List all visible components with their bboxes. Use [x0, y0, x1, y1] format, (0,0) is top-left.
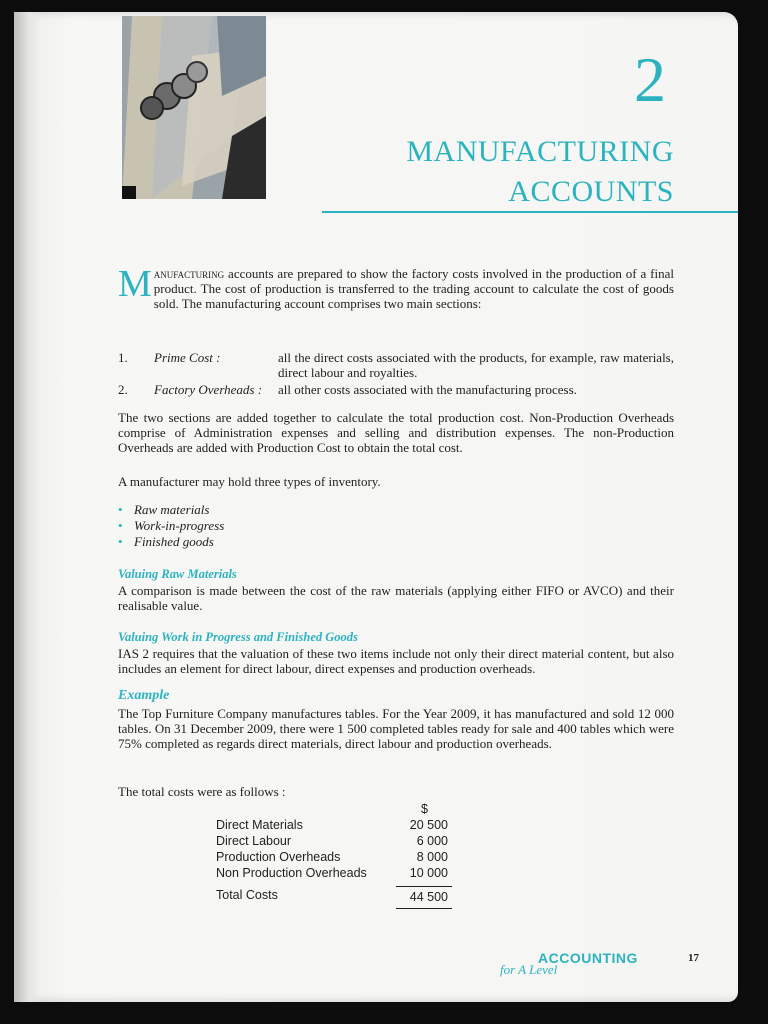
section-description: all other costs associated with the manufacturing process. — [278, 382, 577, 397]
costs-table — [216, 802, 456, 902]
valuing-wip-heading: Valuing Work in Progress and Finished Goods — [118, 630, 358, 644]
list-item-text: Work-in-progress — [134, 518, 225, 533]
intro-lead: anufacturing — [153, 266, 225, 281]
cost-value: 8 000 — [416, 850, 448, 864]
chapter-title-rule — [322, 211, 738, 213]
cost-value: 10 000 — [409, 866, 448, 880]
list-item-text: Finished goods — [134, 534, 214, 549]
example-text: The Top Furniture Company manufactures tables. For the Year 2009, it has manufactured and sold 12 000 tables. On 31 December 2009, there were 1 500 completed tables ready for sale and 400 tables which were 75% completed as regards direct materials, direct labour and production overheads. — [118, 706, 674, 751]
brand-name: ACCOUNTING — [538, 950, 638, 966]
drop-cap: M — [118, 263, 152, 305]
valuing-raw-text: A comparison is made between the cost of the raw materials (applying either FIFO or AVCO) and their realisable value. — [118, 583, 674, 613]
valuing-raw-heading: Valuing Raw Materials — [118, 567, 237, 581]
cost-label: Production Overheads — [216, 850, 341, 864]
chapter-title — [406, 132, 674, 212]
euro-banknotes-photo — [122, 16, 266, 199]
section-number: 1. — [118, 350, 128, 365]
cost-value: 20 500 — [409, 818, 448, 832]
brand-subtitle: for A Level — [500, 962, 558, 977]
table-row — [216, 866, 456, 882]
chapter-title-line1: MANUFACTURING — [406, 135, 674, 168]
chapter-title-line2: ACCOUNTS — [508, 175, 674, 208]
table-row — [216, 850, 456, 866]
list-item — [118, 502, 224, 518]
intro-text: accounts are prepared to show the factory costs involved in the production of a final product. The cost of production is transferred to the trading account to calculate the cost of goods sold. The manufacturing account comprises two main sections: — [153, 266, 674, 311]
valuing-wip-text: IAS 2 requires that the valuation of these two items include not only their direct material content, but also includes an element for direct labour, direct expenses and production overheads. — [118, 646, 674, 676]
intro-paragraph — [118, 263, 674, 311]
total-rule-bottom — [396, 908, 452, 909]
total-value: 44 500 — [409, 890, 448, 904]
cost-label: Non Production Overheads — [216, 866, 367, 880]
page-spine-shadow — [14, 12, 40, 1002]
table-row — [216, 818, 456, 834]
inventory-list — [118, 502, 224, 550]
table-row — [216, 834, 456, 850]
list-item-text: Raw materials — [134, 502, 210, 517]
footer-brand — [500, 950, 638, 978]
table-row-total — [216, 882, 456, 902]
costs-currency-row — [216, 802, 456, 818]
page-number: 17 — [688, 952, 699, 964]
currency-symbol: $ — [421, 802, 428, 816]
section-term: Prime Cost : — [154, 350, 221, 365]
cost-label: Direct Labour — [216, 834, 292, 848]
bullet-icon: • — [118, 518, 123, 533]
cost-value: 6 000 — [416, 834, 448, 848]
section-term: Factory Overheads : — [154, 382, 263, 397]
list-item — [118, 534, 224, 550]
list-item — [118, 518, 224, 534]
cost-label: Direct Materials — [216, 818, 303, 832]
chapter-number: 2 — [634, 44, 666, 115]
section-item — [118, 382, 674, 397]
inventory-paragraph: A manufacturer may hold three types of inventory. — [118, 474, 381, 489]
example-heading: Example — [118, 688, 170, 703]
costs-intro: The total costs were as follows : — [118, 784, 286, 799]
total-rule-top — [396, 886, 452, 887]
section-number: 2. — [118, 382, 128, 397]
section-description: all the direct costs associated with the products, for example, raw materials, direct labour and royalties. — [278, 350, 674, 380]
bullet-icon: • — [118, 534, 123, 549]
total-cost-paragraph: The two sections are added together to calculate the total production cost. Non-Production Overheads comprise of Administration expenses and selling and distribution expenses. The non-Production Overheads are added with Production Cost to obtain the total cost. — [118, 410, 674, 455]
total-label: Total Costs — [216, 888, 278, 902]
section-item — [118, 350, 674, 380]
bullet-icon: • — [118, 502, 123, 517]
sections-list — [118, 350, 674, 399]
